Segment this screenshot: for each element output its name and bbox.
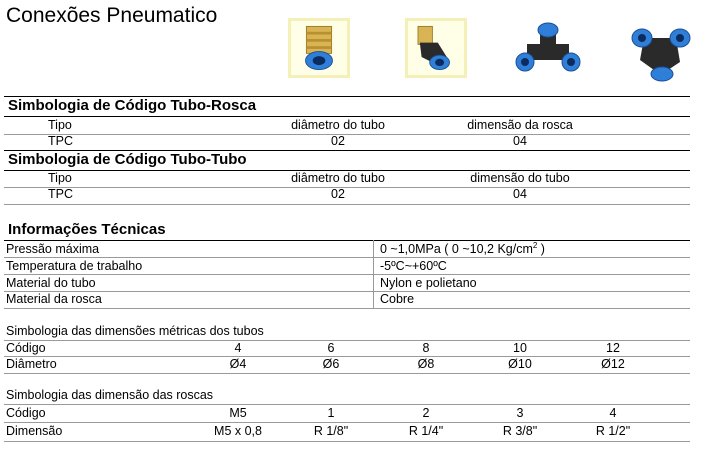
threads-dim-cell: R 1/8" (313, 424, 349, 438)
divider (4, 441, 690, 442)
threads-code-cell: 3 (516, 406, 524, 420)
divider (4, 204, 690, 205)
metric-code-cell: 12 (606, 341, 620, 355)
metric-code-label: Código (6, 341, 46, 355)
header-dimensao: dimensão do tubo (470, 171, 570, 185)
metric-code-cell: 10 (513, 341, 527, 355)
threads-code-label: Código (6, 406, 46, 420)
metric-dim-cell: Ø8 (417, 357, 435, 371)
header-diametro: diâmetro do tubo (291, 118, 385, 132)
header-diametro: diâmetro do tubo (291, 171, 385, 185)
product-image-tee (513, 18, 583, 86)
value-tipo: TPC (48, 187, 73, 201)
section-title-tubo-rosca: Simbologia de Código Tubo-Rosca (8, 97, 257, 114)
value-rosca: 04 (513, 134, 527, 148)
divider (4, 257, 690, 258)
threads-dim-cell: M5 x 0,8 (214, 424, 262, 438)
metric-code-cell: 6 (327, 341, 335, 355)
info-value-material-tubo: Nylon e polietano (380, 276, 477, 290)
value-dimensao: 04 (513, 187, 527, 201)
metric-dim-cell: Ø6 (322, 357, 340, 371)
product-image-y (626, 18, 696, 86)
divider (4, 404, 690, 405)
info-value-material-rosca: Cobre (380, 292, 415, 306)
header-tipo: Tipo (48, 118, 72, 132)
value-diametro: 02 (331, 187, 345, 201)
y-fitting-icon (626, 18, 696, 86)
metric-dim-cell: Ø4 (229, 357, 247, 371)
threads-dim-cell: R 1/4" (408, 424, 444, 438)
metric-code-cell: 8 (422, 341, 430, 355)
info-value-temperatura: -5ºC~+60ºC (380, 259, 447, 273)
metric-dim-label: Diâmetro (6, 357, 57, 371)
threads-code-cell: 2 (422, 406, 430, 420)
divider (4, 274, 690, 275)
metric-dim-cell: Ø12 (601, 357, 625, 371)
info-value-pressao: 0 ~1,0MPa ( 0 ~10,2 $Kg/cm^2$ ) (380, 241, 545, 257)
divider (4, 308, 690, 309)
metric-code-cell: 4 (234, 341, 242, 355)
page-title: Conexões Pneumatico (6, 4, 218, 27)
threads-title: Simbologia das dimensão das roscas (6, 388, 214, 402)
divider (4, 291, 690, 292)
value-diametro: 02 (331, 134, 345, 148)
product-image-straight (288, 18, 350, 78)
divider (4, 422, 690, 423)
threads-dim-cell: R 3/8" (502, 424, 538, 438)
elbow-threaded-fitting-icon (408, 21, 464, 75)
threads-code-cell: 4 (609, 406, 617, 420)
value-tipo: TPC (48, 134, 73, 148)
threads-code-cell: 1 (327, 406, 335, 420)
section-title-info: Informações Técnicas (8, 221, 166, 238)
info-label-material-rosca: Material da rosca (6, 292, 102, 306)
tee-fitting-icon (513, 18, 583, 86)
info-label-material-tubo: Material do tubo (6, 276, 96, 290)
divider (4, 116, 690, 117)
product-image-elbow (405, 18, 467, 78)
divider (4, 373, 690, 374)
threads-dim-label: Dimensão (6, 424, 63, 438)
threads-code-cell: M5 (229, 406, 247, 420)
section-title-tubo-tubo: Simbologia de Código Tubo-Tubo (8, 151, 247, 168)
metric-dim-cell: Ø10 (508, 357, 532, 371)
header-tipo: Tipo (48, 171, 72, 185)
info-label-pressao: Pressão máxima (6, 242, 100, 256)
straight-threaded-fitting-icon (291, 21, 347, 75)
metric-title: Simbologia das dimensões métricas dos tubos (6, 324, 264, 338)
divider (4, 240, 690, 241)
header-rosca: dimensão da rosca (467, 118, 573, 132)
info-label-temperatura: Temperatura de trabalho (6, 259, 143, 273)
threads-dim-cell: R 1/2" (595, 424, 631, 438)
